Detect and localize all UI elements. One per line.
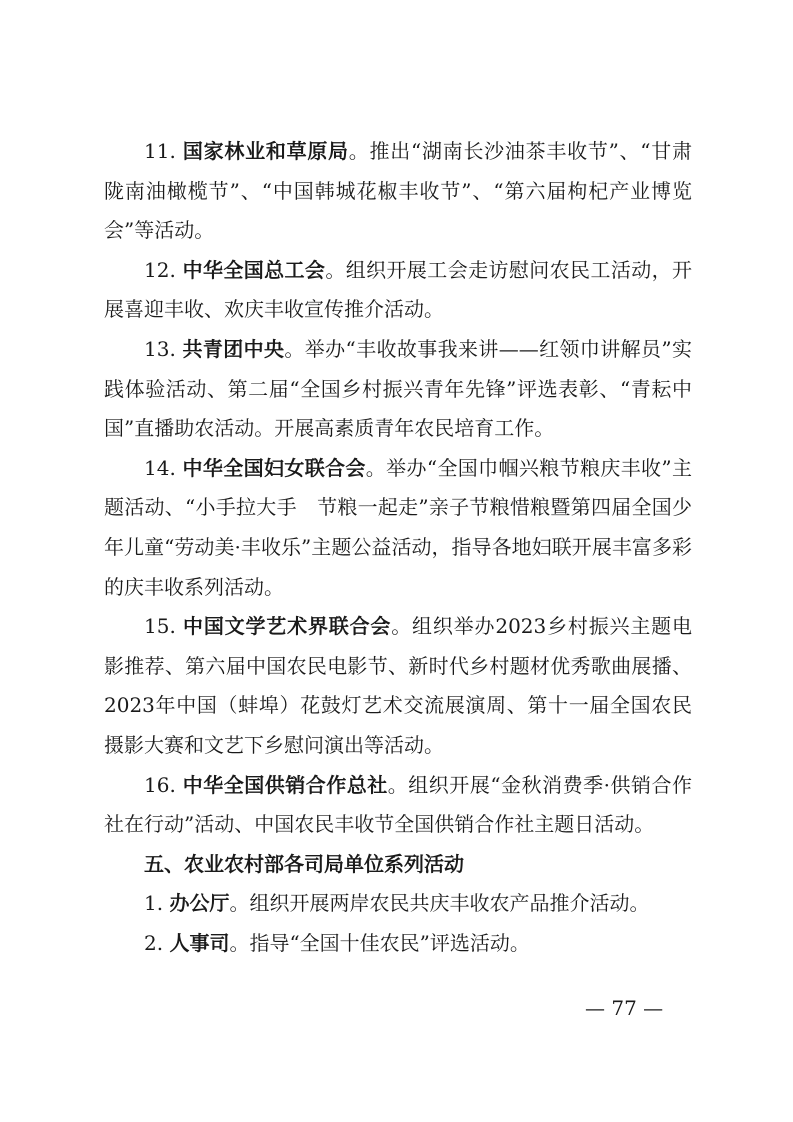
item-number: 16.: [144, 772, 176, 797]
document-body: [104, 132, 692, 963]
item-number: 12.: [144, 257, 176, 282]
sub-paragraph-1: [104, 884, 692, 924]
organization-name: 国家林业和草原局: [182, 139, 349, 163]
paragraph-text: 。组织开展两岸农民共庆丰收农产品推介活动。: [229, 891, 650, 916]
paragraph-text: 。举办“丰收故事我来讲——红领巾讲解员”实践体验活动、第二届“全国乡村振兴青年先锋”评选表彰、“青耘中国”直播助农活动。开展高素质青年农民培育工作。: [104, 336, 692, 441]
paragraph-12: [104, 251, 692, 330]
item-number: 13.: [144, 336, 176, 361]
paragraph-14: [104, 449, 692, 607]
sub-paragraph-2: [104, 924, 692, 964]
organization-name: 中华全国供销合作总社: [182, 772, 388, 797]
item-number: 2.: [144, 930, 164, 955]
item-number: 15.: [144, 614, 176, 639]
organization-name: 中华全国总工会: [182, 257, 326, 282]
organization-name: 人事司: [169, 930, 230, 955]
paragraph-text: 。组织开展工会走访慰问农民工活动，开展喜迎丰收、欢庆丰收宣传推介活动。: [104, 257, 693, 322]
organization-name: 办公厅: [169, 891, 230, 916]
paragraph-text: 。组织举办2023乡村振兴主题电影推荐、第六届中国农民电影节、新时代乡村题材优秀歌曲展播、2023年中国（蚌埠）花鼓灯艺术交流展演周、第十一届全国农民摄影大赛和文艺下乡慰问演出等活动。: [104, 614, 693, 757]
paragraph-11: [104, 132, 692, 251]
page-number: — 77 —: [585, 996, 664, 1020]
section-heading: 五、农业农村部各司局单位系列活动: [144, 851, 464, 876]
paragraph-text: 。组织开展“金秋消费季·供销合作社在行动”活动、中国农民丰收节全国供销合作社主题日活动。: [104, 772, 692, 837]
item-number: 1.: [144, 891, 164, 916]
item-number: 14.: [144, 455, 176, 480]
paragraph-text: 。推出“湖南长沙油茶丰收节”、“甘肃陇南油橄榄节”、“中国韩城花椒丰收节”、“第六届枸杞产业博览会”等活动。: [104, 139, 692, 243]
paragraph-16: [104, 766, 692, 845]
organization-name: 中国文学艺术界联合会: [183, 614, 392, 639]
item-number: 11.: [144, 139, 176, 163]
paragraph-13: [104, 330, 692, 449]
organization-name: 中华全国妇女联合会: [182, 455, 366, 480]
paragraph-text: 。举办“全国巾帼兴粮节粮庆丰收”主题活动、“小手拉大手 节粮一起走”亲子节粮惜粮暨第四届全国少年儿童“劳动美·丰收乐”主题公益活动，指导各地妇联开展丰富多彩的庆丰收系列活动。: [104, 455, 692, 599]
paragraph-text: 。指导“全国十佳农民”评选活动。: [229, 930, 530, 955]
organization-name: 共青团中央: [182, 336, 285, 361]
paragraph-15: [104, 607, 692, 765]
